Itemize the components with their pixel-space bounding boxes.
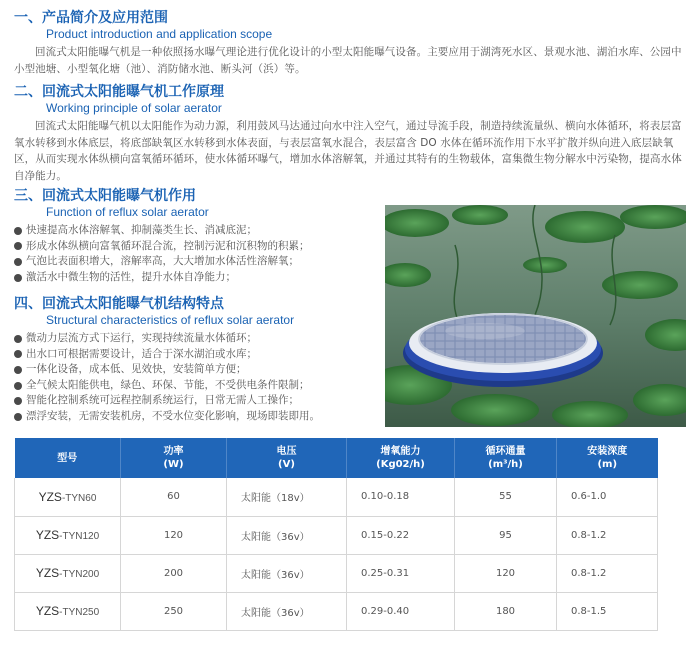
section-principle-subtitle: Working principle of solar aerator	[46, 101, 222, 115]
section-function-title: 三、回流式太阳能曝气机作用	[14, 188, 196, 204]
list-item: 出水口可根据需要设计，适合于深水湖泊或水库；	[14, 347, 384, 363]
header-depth: 安装深度 (m)	[557, 438, 658, 478]
cell-oxygen: 0.10-0.18	[347, 478, 455, 516]
cell-depth: 0.8-1.2	[557, 516, 658, 554]
section-intro-text: 回流式太阳能曝气机是一种依照扬水曝气理论进行优化设计的小型太阳能曝气设备。主要应用于湖湾死水区、景观水池、湖泊水库、公园中小型池塘、小型氧化塘（池）、消防储水池、断头河（浜）等。	[14, 46, 682, 75]
list-item: 智能化控制系统可远程控制系统运行，日常无需人工操作；	[14, 393, 384, 409]
bullet-dot-icon	[14, 366, 22, 374]
function-list	[14, 223, 384, 285]
cell-depth: 0.8-1.2	[557, 554, 658, 592]
header-flow: 循环通量 (m³/h)	[455, 438, 557, 478]
cell-depth: 0.6-1.0	[557, 478, 658, 516]
cell-flow: 180	[455, 592, 557, 630]
bullet-dot-icon	[14, 227, 22, 235]
cell-oxygen: 0.15-0.22	[347, 516, 455, 554]
header-oxygen: 增氧能力 (Kg02/h)	[347, 438, 455, 478]
section-function-subtitle: Function of reflux solar aerator	[46, 205, 209, 219]
bullet-dot-icon	[14, 258, 22, 266]
cell-model: YZS-TYN200	[15, 554, 121, 592]
table-row	[15, 478, 658, 516]
table-row	[15, 592, 658, 630]
cell-voltage: 太阳能（36v）	[227, 554, 347, 592]
list-item: 形成水体纵横向富氧循环混合流，控制污泥和沉积物的积累；	[14, 239, 384, 255]
table-header-row	[15, 438, 658, 478]
spec-table	[14, 438, 658, 631]
cell-voltage: 太阳能（36v）	[227, 516, 347, 554]
section-intro-subtitle: Product introduction and application scope	[46, 27, 273, 41]
structure-list	[14, 331, 384, 425]
list-item: 全气候太阳能供电，绿色、环保、节能，不受供电条件限制；	[14, 378, 384, 394]
bullet-dot-icon	[14, 397, 22, 405]
bullet-dot-icon	[14, 242, 22, 250]
cell-power: 200	[121, 554, 227, 592]
section-structure	[14, 296, 384, 425]
header-power: 功率 (W)	[121, 438, 227, 478]
cell-power: 250	[121, 592, 227, 630]
product-photo	[385, 205, 686, 427]
section-intro-title: 一、产品简介及应用范围	[14, 10, 168, 26]
bullet-dot-icon	[14, 350, 22, 358]
cell-flow: 120	[455, 554, 557, 592]
solar-aerator-illustration	[385, 205, 686, 427]
section-intro	[14, 10, 686, 77]
list-item: 漂浮安装，无需安装机房，不受水位变化影响，现场即装即用。	[14, 409, 384, 425]
section-principle-text: 回流式太阳能曝气机以太阳能作为动力源，利用鼓风马达通过向水中注入空气，通过导流手段，制造持续流量纵、横向水体循环，将表层富氧水转移到水体底层，将底部缺氧区水转移到水体表面，与表层富氧水混合，表层富含 DO 水体在循环流作用下水平扩散并纵向进入底层缺氧区，从而实现水体纵横向富氧循环循环，使水体循环曝气，增加水体溶解氧，并通过其特有的生物载体，富集微生物分解水中污染物，提高水体自净能力。	[14, 120, 682, 182]
cell-flow: 95	[455, 516, 557, 554]
cell-model: YZS-TYN120	[15, 516, 121, 554]
header-model: 型号	[15, 438, 121, 478]
bullet-dot-icon	[14, 382, 22, 390]
list-item: 一体化设备，成本低、见效快，安装简单方便；	[14, 362, 384, 378]
cell-oxygen: 0.29-0.40	[347, 592, 455, 630]
bullet-dot-icon	[14, 274, 22, 282]
cell-flow: 55	[455, 478, 557, 516]
cell-voltage: 太阳能（36v）	[227, 592, 347, 630]
section-function	[14, 188, 384, 285]
list-item: 快速提高水体溶解氧、抑制藻类生长、消减底泥；	[14, 223, 384, 239]
list-item: 气泡比表面积增大，溶解率高，大大增加水体活性溶解氧；	[14, 254, 384, 270]
cell-power: 120	[121, 516, 227, 554]
cell-oxygen: 0.25-0.31	[347, 554, 455, 592]
table-row	[15, 516, 658, 554]
bullet-dot-icon	[14, 335, 22, 343]
cell-power: 60	[121, 478, 227, 516]
bullet-dot-icon	[14, 413, 22, 421]
list-item: 激活水中微生物的活性，提升水体自净能力；	[14, 270, 384, 286]
section-structure-title: 四、回流式太阳能曝气机结构特点	[14, 296, 224, 312]
section-principle-title: 二、回流式太阳能曝气机工作原理	[14, 84, 224, 100]
section-principle	[14, 84, 686, 184]
table-row	[15, 554, 658, 592]
header-voltage: 电压 (V)	[227, 438, 347, 478]
section-structure-subtitle: Structural characteristics of reflux solar aerator	[46, 313, 295, 327]
cell-model: YZS-TYN250	[15, 592, 121, 630]
cell-voltage: 太阳能（18v）	[227, 478, 347, 516]
cell-model: YZS-TYN60	[15, 478, 121, 516]
list-item: 微动力层流方式下运行，实现持续流量水体循环；	[14, 331, 384, 347]
cell-depth: 0.8-1.5	[557, 592, 658, 630]
